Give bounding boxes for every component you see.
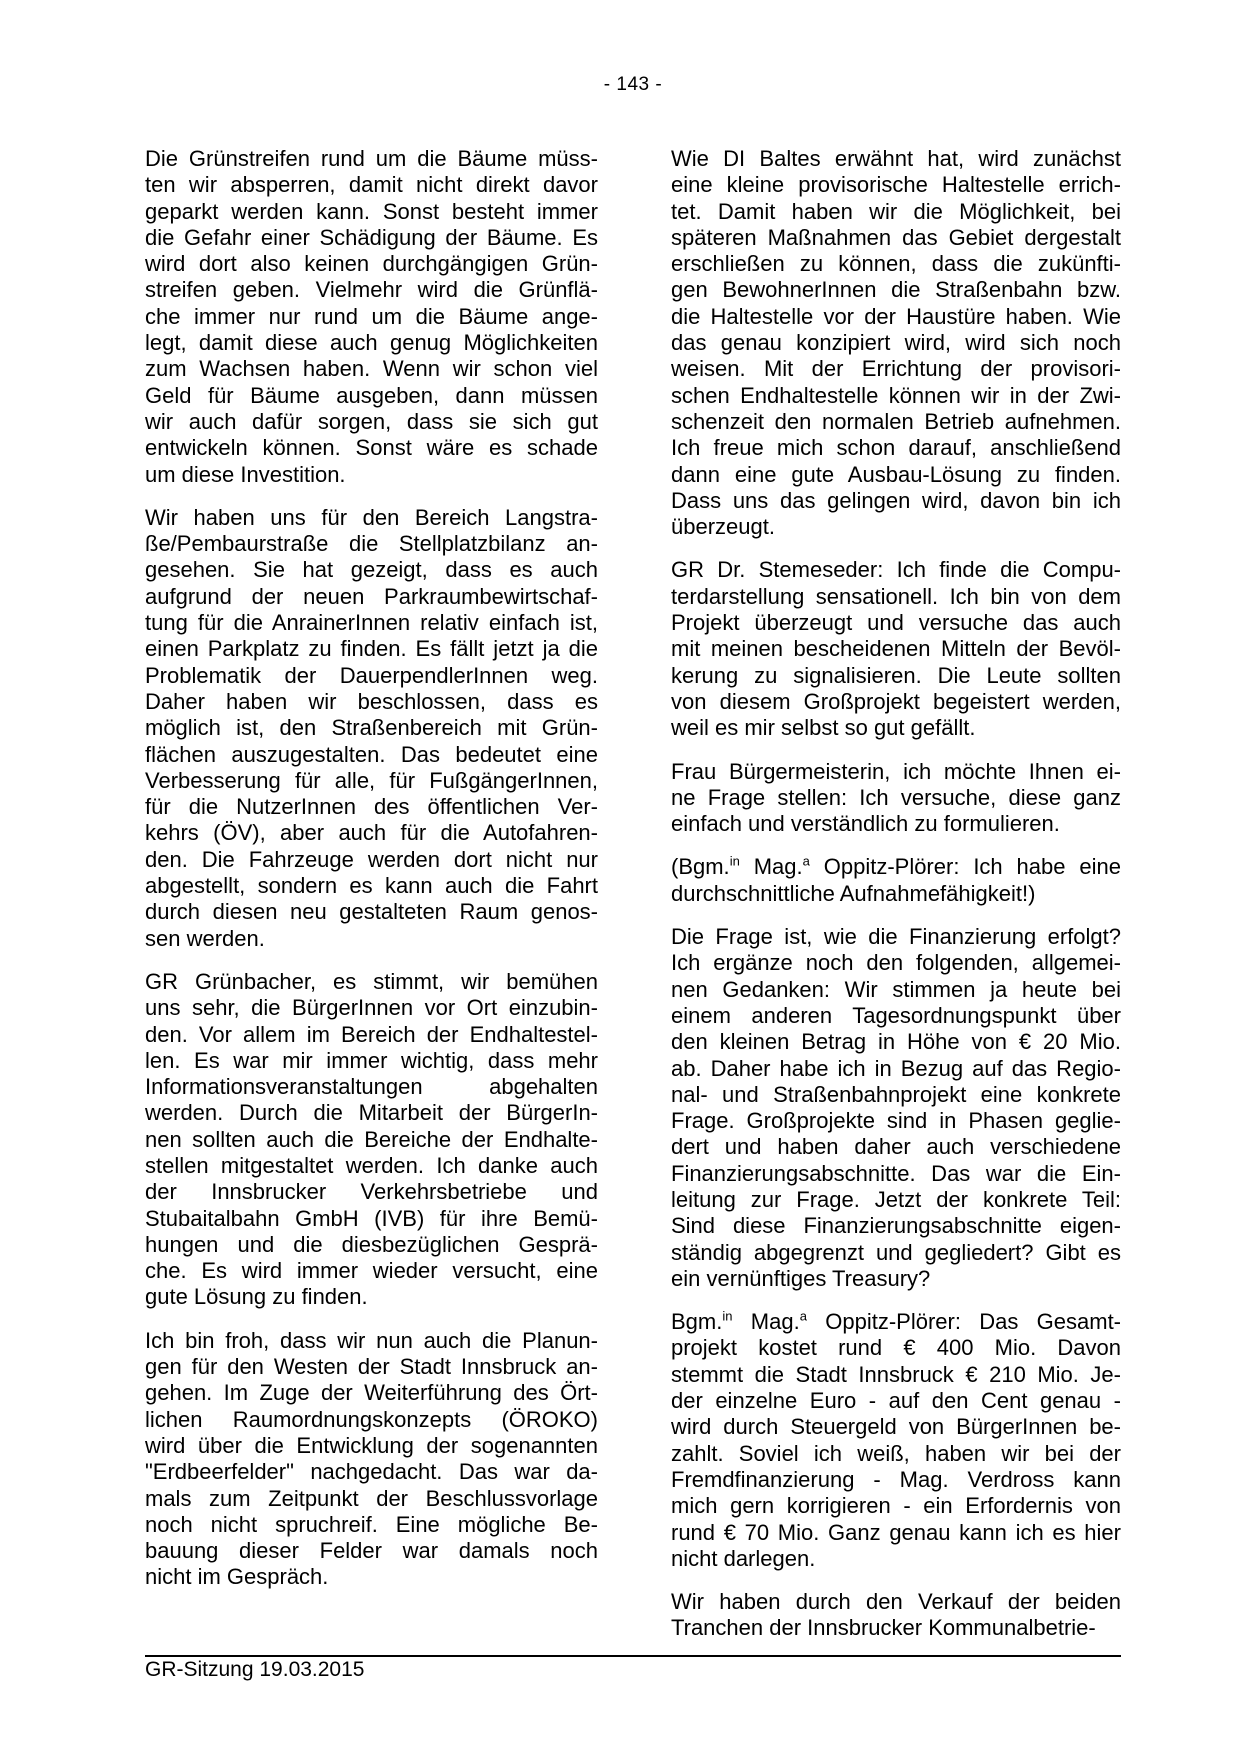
text-line: Dass uns das gelingen wird, davon bin ich [671,487,1121,513]
text-line: einem anderen Tagesordnungspunkt über [671,1002,1121,1028]
text-line: nen sollten auch die Bereiche der Endhalte- [145,1126,598,1152]
text-line: werden. Durch die Mitarbeit der BürgerIn- [145,1100,598,1126]
text-line: schen Endhaltestelle können wir in der Zwi- [671,382,1121,408]
text-line: hungen und die diesbezüglichen Gesprä- [145,1231,598,1257]
text-line: zahlt. Soviel ich weiß, haben wir bei der [671,1440,1121,1466]
text-line: leitung zur Frage. Jetzt der konkrete Teil: [671,1186,1121,1212]
text-line: Frage. Großprojekte sind in Phasen geglie- [671,1108,1121,1134]
paragraph [671,1589,1121,1642]
text-line: wird dort also keinen durchgängigen Grün- [145,251,598,277]
text-line: kerung zu signalisieren. Die Leute sollten [671,662,1121,688]
paragraph [671,759,1121,838]
text-line: eine kleine provisorische Haltestelle errich- [671,172,1121,198]
text-line: ab. Daher habe ich in Bezug auf das Regio- [671,1055,1121,1081]
text-line: Projekt überzeugt und versuche das auch [671,610,1121,636]
text-line: rund € 70 Mio. Ganz genau kann ich es hier [671,1519,1121,1545]
text-line: Stubaitalbahn GmbH (IVB) für ihre Bemü- [145,1205,598,1231]
text-line: ten wir absperren, damit nicht direkt davor [145,172,598,198]
text-line: Ich ergänze noch den folgenden, allgemei- [671,950,1121,976]
text-line: den kleinen Betrag in Höhe von € 20 Mio. [671,1029,1121,1055]
text-line: um diese Investition. [145,461,346,487]
text-line: möglich ist, den Straßenbereich mit Grün- [145,715,598,741]
text-line: nal- und Straßenbahnprojekt eine konkrete [671,1081,1121,1107]
text-line: geparkt werden kann. Sonst besteht immer [145,198,598,224]
text-line: überzeugt. [671,514,775,540]
text-line: Wir haben durch den Verkauf der beiden [671,1589,1121,1615]
text-line: aufgrund der neuen Parkraumbewirtschaf- [145,583,598,609]
paragraph [145,146,598,488]
text-line: den. Vor allem im Bereich der Endhaltestel- [145,1021,598,1047]
text-line: wird über die Entwicklung der sogenannten [145,1432,598,1458]
text-line: den. Die Fahrzeuge werden dort nicht nur [145,846,598,872]
text-line: streifen geben. Vielmehr wird die Grünflä- [145,277,598,303]
text-line: mals zum Zeitpunkt der Beschlussvorlage [145,1485,598,1511]
text-line: der Innsbrucker Verkehrsbetriebe und [145,1179,598,1205]
text-line: Wie DI Baltes erwähnt hat, wird zunächst [671,146,1121,171]
text-line: die Gefahr einer Schädigung der Bäume. Es [145,224,598,250]
text-line: schenzeit den normalen Betrieb aufnehmen. [671,408,1121,434]
paragraph [671,854,1121,907]
text-line: noch nicht spruchreif. Eine mögliche Be- [145,1511,598,1537]
footer-divider [145,1655,1121,1657]
text-line: entwickeln können. Sonst wäre es schade [145,435,598,461]
text-columns [145,146,1121,1642]
text-line: Problematik der DauerpendlerInnen weg. [145,662,598,688]
text-line: bauung dieser Felder war damals noch [145,1538,598,1564]
text-line: erschließen zu können, dass die zukünfti- [671,251,1121,277]
text-line: durch diesen neu gestalteten Raum genos- [145,899,598,925]
text-line: ein vernünftiges Treasury? [671,1265,931,1291]
text-line: Bgm.$^{in}$ Mag.$^a$ Oppitz-Plörer: Das Gesamt- [671,1308,1122,1335]
page-number: - 143 - [603,74,663,95]
text-line: abgestellt, sondern es kann auch die Fahrt [145,873,598,899]
left-text-column [145,146,598,1642]
text-line: che immer nur rund um die Bäume ange- [145,303,598,329]
text-line: mich gern korrigieren - ein Erfordernis von [671,1493,1121,1519]
text-line: "Erdbeerfelder" nachgedacht. Das war da- [145,1459,598,1485]
text-line: gesehen. Sie hat gezeigt, dass es auch [145,557,598,583]
text-line: von diesem Großprojekt begeistert werden, [671,688,1121,714]
text-line: Daher haben wir beschlossen, dass es [145,688,598,714]
paragraph [671,146,1121,540]
text-line: ße/Pembaurstraße die Stellplatzbilanz an- [145,531,598,557]
text-line: zum Wachsen haben. Wenn wir schon viel [145,356,598,382]
text-line: tet. Damit haben wir die Möglichkeit, bei [671,198,1121,224]
right-text-column [671,146,1121,1642]
text-line: Die Grünstreifen rund um die Bäume müss- [145,146,598,171]
paragraph [145,969,598,1311]
text-line: gute Lösung zu finden. [145,1284,368,1310]
text-line: die Haltestelle vor der Haustüre haben. Wie [671,303,1121,329]
text-line: der einzelne Euro - auf den Cent genau - [671,1388,1121,1414]
text-line: wird durch Steuergeld von BürgerInnen be- [671,1414,1121,1440]
text-line: Wir haben uns für den Bereich Langstra- [145,504,598,530]
text-line: che. Es wird immer wieder versucht, eine [145,1258,598,1284]
text-line: Ich bin froh, dass wir nun auch die Planun- [145,1327,598,1353]
text-line: gehen. Im Zuge der Weiterführung des Ört- [145,1380,598,1406]
paragraph [145,505,598,952]
text-line: weisen. Mit der Errichtung der provisori- [671,356,1121,382]
text-line: gen BewohnerInnen die Straßenbahn bzw. [671,277,1121,303]
text-line: Fremdfinanzierung - Mag. Verdross kann [671,1466,1121,1492]
text-line: uns sehr, die BürgerInnen vor Ort einzubin- [145,995,598,1021]
text-line: flächen auszugestalten. Das bedeutet eine [145,741,598,767]
text-line: einfach und verständlich zu formulieren. [671,811,1060,837]
text-line: lichen Raumordnungskonzepts (ÖROKO) [145,1406,598,1432]
text-line: Ich freue mich schon darauf, anschließend [671,435,1121,461]
text-line: dert und haben daher auch verschiedene [671,1134,1121,1160]
text-line: Sind diese Finanzierungsabschnitte eigen- [671,1213,1121,1239]
text-line: durchschnittliche Aufnahmefähigkeit!) [671,880,1036,906]
text-line: Informationsveranstaltungen abgehalten [145,1074,598,1100]
text-line: dann eine gute Ausbau-Lösung zu finden. [671,461,1121,487]
text-line: Finanzierungsabschnitte. Das war die Ein- [671,1160,1121,1186]
text-line: für die NutzerInnen des öffentlichen Ver- [145,794,598,820]
text-line: stemmt die Stadt Innsbruck € 210 Mio. Je- [671,1361,1121,1387]
text-line: legt, damit diese auch genug Möglichkeiten [145,330,598,356]
text-line: terdarstellung sensationell. Ich bin von dem [671,583,1121,609]
text-line: tung für die AnrainerInnen relativ einfach ist, [145,610,598,636]
text-line: gen für den Westen der Stadt Innsbruck an- [145,1354,598,1380]
text-line: len. Es war mir immer wichtig, dass mehr [145,1047,598,1073]
paragraph [671,557,1121,741]
text-line: stellen mitgestaltet werden. Ich danke auch [145,1152,598,1178]
footer-label: GR-Sitzung 19.03.2015 [145,1658,365,1681]
text-line: nen Gedanken: Wir stimmen ja heute bei [671,976,1121,1002]
text-line: das genau konzipiert wird, wird sich noch [671,330,1121,356]
text-line: GR Grünbacher, es stimmt, wir bemühen [145,968,598,994]
text-line: Tranchen der Innsbrucker Kommunalbetrie- [671,1615,1096,1641]
text-line: projekt kostet rund € 400 Mio. Davon [671,1335,1121,1361]
text-line: mit meinen bescheidenen Mitteln der Bevöl- [671,636,1121,662]
text-line: weil es mir selbst so gut gefällt. [671,715,976,741]
text-line: Geld für Bäume ausgeben, dann müssen [145,382,598,408]
text-line: ständig abgegrenzt und gegliedert? Gibt es [671,1239,1121,1265]
paragraph [671,1309,1121,1572]
text-line: sen werden. [145,925,265,951]
text-line: ne Frage stellen: Ich versuche, diese ganz [671,784,1121,810]
text-line: wir auch dafür sorgen, dass sie sich gut [145,408,598,434]
paragraph [145,1328,598,1591]
text-line: kehrs (ÖV), aber auch für die Autofahren- [145,820,598,846]
text-line: nicht darlegen. [671,1545,816,1571]
text-line: nicht im Gespräch. [145,1564,329,1590]
text-line: einen Parkplatz zu finden. Es fällt jetzt ja die [145,636,598,662]
paragraph [671,924,1121,1292]
text-line: Verbesserung für alle, für FußgängerInnen, [145,767,598,793]
text-line: späteren Maßnahmen das Gebiet dergestalt [671,224,1121,250]
text-line: Die Frage ist, wie die Finanzierung erfolgt? [671,924,1121,950]
text-line: Frau Bürgermeisterin, ich möchte Ihnen ei- [671,758,1121,784]
text-line: GR Dr. Stemeseder: Ich finde die Compu- [671,557,1121,583]
text-line: (Bgm.$^{in}$ Mag.$^a$ Oppitz-Plörer: Ich habe eine [671,854,1121,880]
